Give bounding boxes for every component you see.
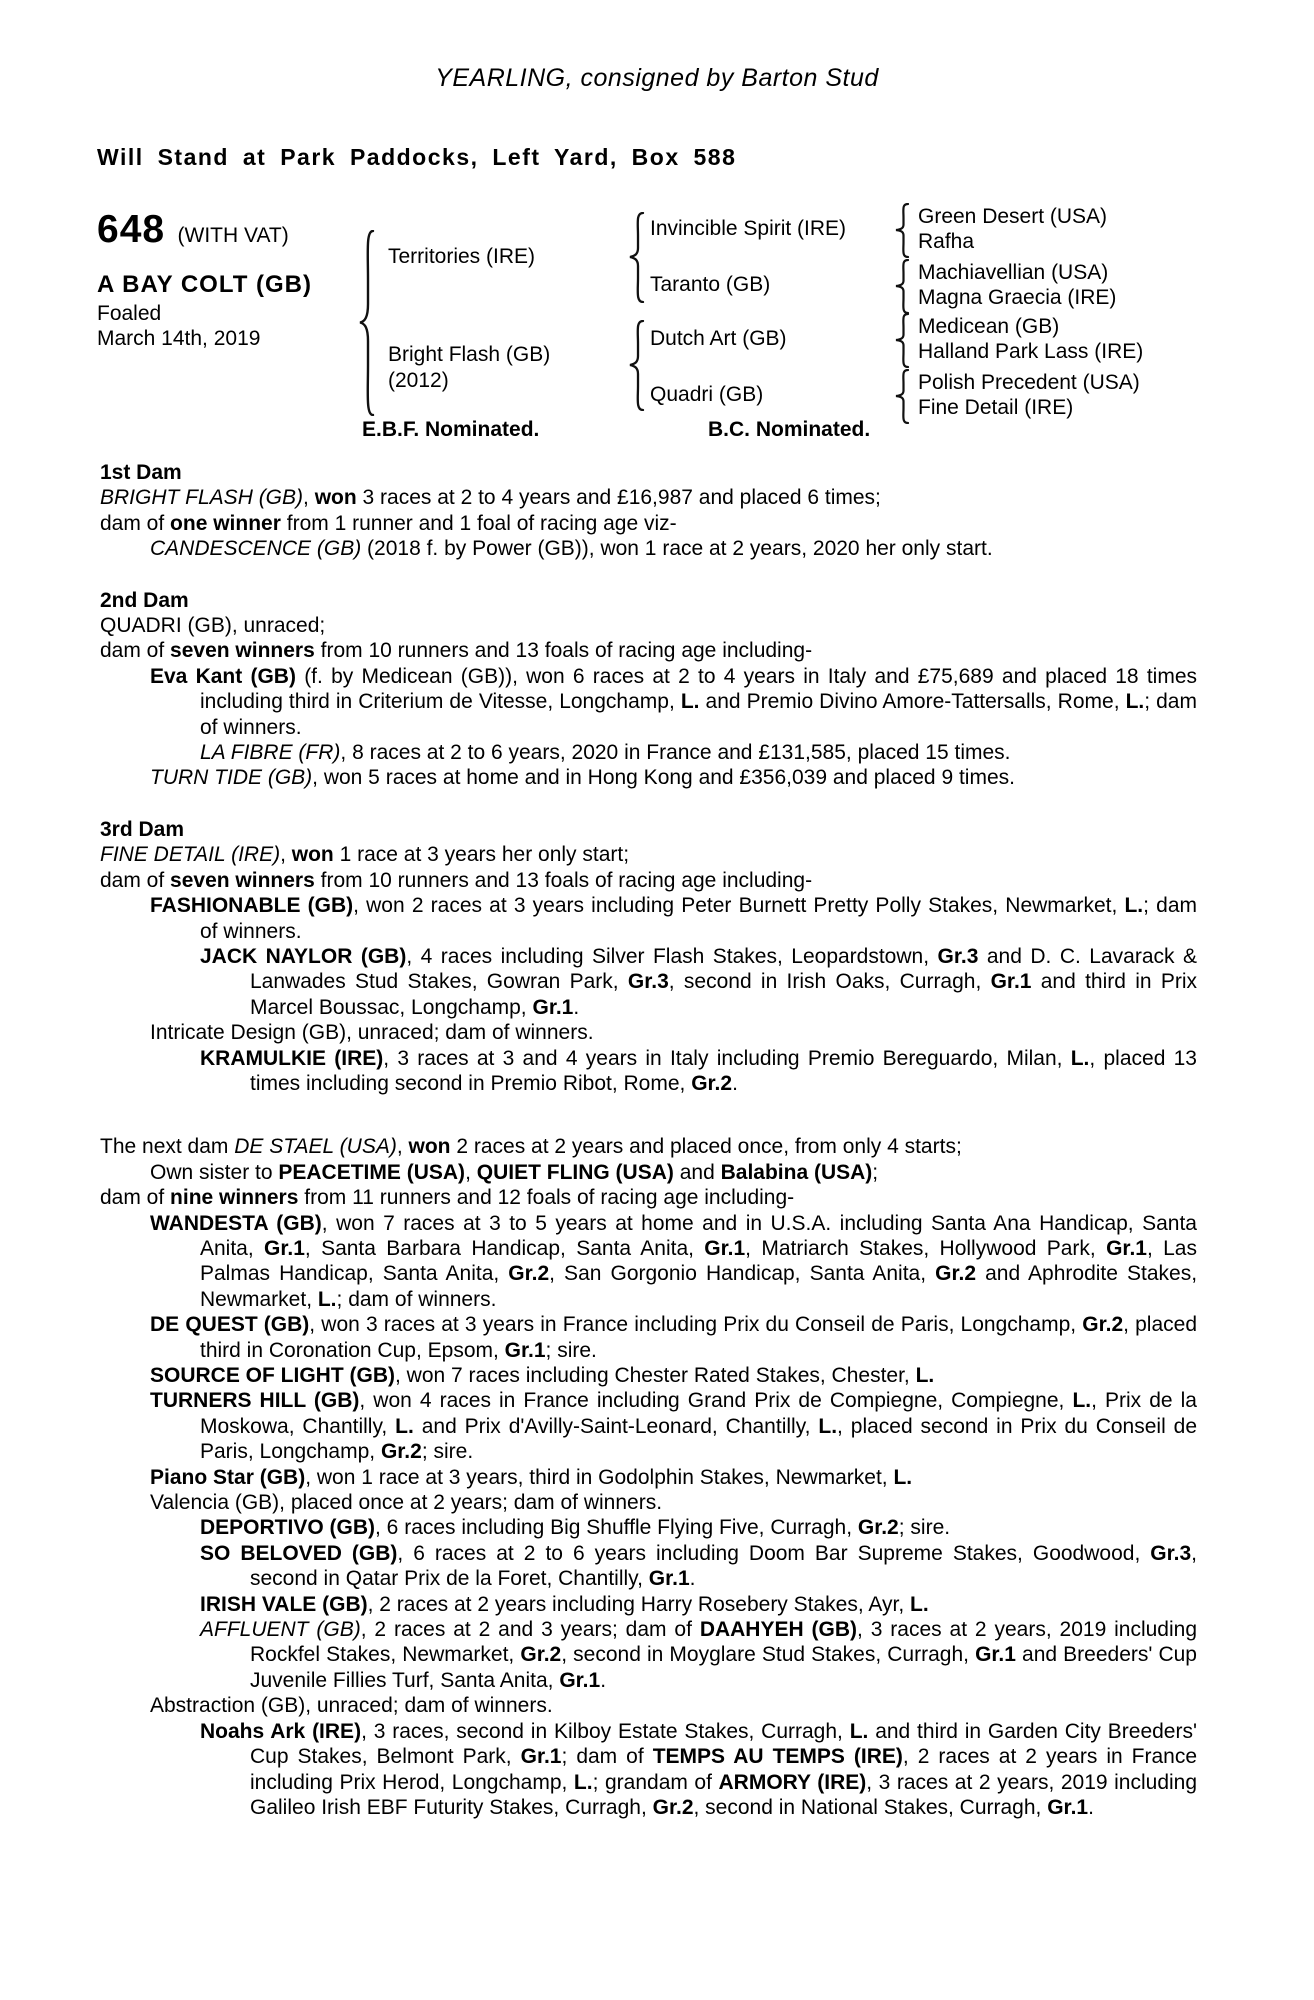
pedigree-paragraph: Valencia (GB), placed once at 2 years; dam of winners. xyxy=(150,1491,663,1515)
section-heading: 3rd Dam xyxy=(100,817,185,841)
section-heading: 1st Dam xyxy=(100,461,182,484)
pedigree-brace xyxy=(358,230,376,416)
lot-number: 648 xyxy=(97,208,166,251)
great-grandsire-name: Machiavellian (USA) xyxy=(918,261,1109,284)
pedigree-paragraph: CANDESCENCE (GB) (2018 f. by Power (GB)), won 1 race at 2 years, 2020 her only start. xyxy=(150,537,993,561)
dam-sire-name: Dutch Art (GB) xyxy=(650,327,787,350)
pedigree-paragraph: WANDESTA (GB), won 7 races at 3 to 5 years at home and in U.S.A. including Santa Ana Handicap, Santa Anita, Gr.1, Santa Barbara Handicap, Santa Anita, Gr.1, Matriarch Stakes, Hollywood Park, Gr.1, Las Palmas Handicap, Santa Anita, Gr.2, San Gorgonio Handicap, Santa Anita, Gr.2 and Aphrodite Stakes, Newmarket, L.; dam of winners. xyxy=(150,1211,1198,1311)
foaled-label: Foaled xyxy=(97,302,162,325)
pedigree-paragraph: SO BELOVED (GB), 6 races at 2 to 6 years including Doom Bar Supreme Stakes, Goodwood, Gr.3, second in Qatar Prix de la Foret, Chantilly, Gr.1. xyxy=(200,1541,1197,1591)
dam-name: Bright Flash (GB) xyxy=(388,343,551,366)
pedigree-paragraph: Piano Star (GB), won 1 race at 3 years, third in Godolphin Stakes, Newmarket, L. xyxy=(150,1465,913,1489)
sire-name: Territories (IRE) xyxy=(388,245,536,268)
pedigree-paragraph: TURN TIDE (GB), won 5 races at home and in Hong Kong and £356,039 and placed 9 times. xyxy=(150,766,1015,790)
pedigree-paragraph: TURNERS HILL (GB), won 4 races in France including Grand Prix de Compiegne, Compiegne, L., Prix de la Moskowa, Chantilly, L. and Prix d'Avilly-Saint-Leonard, Chantilly, L., placed second in Prix du Conseil de Paris, Longchamp, Gr.2; sire. xyxy=(150,1389,1197,1464)
dam-section xyxy=(100,817,1197,1096)
pedigree-paragraph: dam of seven winners from 10 runners and 13 foals of racing age including- xyxy=(100,868,813,892)
ebf-nominated-note: E.B.F. Nominated. xyxy=(362,418,540,441)
great-grandsire-name: Medicean (GB) xyxy=(918,315,1060,338)
pedigree-paragraph: LA FIBRE (FR), 8 races at 2 to 6 years, 2020 in France and £131,585, placed 15 times. xyxy=(200,741,1011,765)
pedigree-paragraph: FASHIONABLE (GB), won 2 races at 3 years including Peter Burnett Pretty Polly Stakes, Newmarket, L.; dam of winners. xyxy=(150,894,1197,943)
dam-section xyxy=(100,460,1197,562)
pedigree-brace xyxy=(628,212,646,303)
pedigree-brace xyxy=(894,369,910,424)
pedigree-brace xyxy=(628,320,646,411)
pedigree-paragraph: Abstraction (GB), unraced; dam of winners. xyxy=(150,1694,553,1718)
bc-nominated-note: B.C. Nominated. xyxy=(708,418,871,441)
pedigree-paragraph: FINE DETAIL (IRE), won 1 race at 3 years her only start; xyxy=(100,843,630,867)
great-granddam-name: Rafha xyxy=(918,230,975,253)
pedigree-paragraph: Own sister to PEACETIME (USA), QUIET FLING (USA) and Balabina (USA); xyxy=(150,1160,879,1184)
pedigree-paragraph: dam of seven winners from 10 runners and 13 foals of racing age including- xyxy=(100,639,813,663)
pedigree-paragraph: QUADRI (GB), unraced; xyxy=(100,614,326,638)
pedigree-brace xyxy=(894,203,910,258)
pedigree-paragraph: JACK NAYLOR (GB), 4 races including Silver Flash Stakes, Leopardstown, Gr.3 and D. C. Lavarack & Lanwades Stud Stakes, Gowran Park, Gr.3, second in Irish Oaks, Curragh, Gr.1 and third in Prix Marcel Boussac, Longchamp, Gr.1. xyxy=(200,944,1197,1019)
page-title: YEARLING, consigned by Barton Stud xyxy=(435,64,879,92)
great-granddam-name: Fine Detail (IRE) xyxy=(918,396,1074,419)
great-grandsire-name: Polish Precedent (USA) xyxy=(918,371,1140,394)
pedigree-paragraph: dam of nine winners from 11 runners and 12 foals of racing age including- xyxy=(100,1186,795,1210)
pedigree-paragraph: DEPORTIVO (GB), 6 races including Big Shuffle Flying Five, Curragh, Gr.2; sire. xyxy=(200,1516,951,1540)
great-grandsire-name: Green Desert (USA) xyxy=(918,205,1108,228)
pedigree-paragraph: dam of one winner from 1 runner and 1 foal of racing age viz- xyxy=(100,511,677,535)
foaled-date: March 14th, 2019 xyxy=(97,327,261,350)
pedigree-paragraph: AFFLUENT (GB), 2 races at 2 and 3 years; dam of DAAHYEH (GB), 3 races at 2 years, 2019 including Rockfel Stakes, Newmarket, Gr.2, second in Moyglare Stud Stakes, Curragh, Gr.1 and Breeders' Cup Juvenile Fillies Turf, Santa Anita, Gr.1. xyxy=(200,1618,1198,1692)
sire-sire-name: Invincible Spirit (IRE) xyxy=(650,217,847,240)
pedigree-paragraph: Intricate Design (GB), unraced; dam of winners. xyxy=(150,1021,594,1045)
great-granddam-name: Magna Graecia (IRE) xyxy=(918,286,1117,309)
vat-note: (WITH VAT) xyxy=(177,224,289,247)
pedigree-brace xyxy=(894,259,910,314)
great-granddam-name: Halland Park Lass (IRE) xyxy=(918,340,1144,363)
pedigree-paragraph: The next dam DE STAEL (USA), won 2 races at 2 years and placed once, from only 4 starts; xyxy=(100,1135,962,1159)
pedigree-brace xyxy=(894,313,910,368)
dam-year: (2012) xyxy=(388,369,449,392)
dam-section xyxy=(100,1134,1197,1820)
pedigree-paragraph: Noahs Ark (IRE), 3 races, second in Kilboy Estate Stakes, Curragh, L. and third in Garden City Breeders' Cup Stakes, Belmont Park, Gr.1; dam of TEMPS AU TEMPS (IRE), 2 races at 2 years in France including Prix Herod, Longchamp, L.; grandam of ARMORY (IRE), 3 races at 2 years, 2019 including Galileo Irish EBF Futurity Stakes, Curragh, Gr.2, second in National Stakes, Curragh, Gr.1. xyxy=(200,1719,1198,1819)
sire-dam-name: Taranto (GB) xyxy=(650,273,771,296)
stand-location: Will Stand at Park Paddocks, Left Yard, Box 588 xyxy=(97,144,737,170)
dam-dam-name: Quadri (GB) xyxy=(650,383,764,406)
pedigree-details xyxy=(100,460,1197,1820)
pedigree-paragraph: Eva Kant (GB) (f. by Medicean (GB)), won 6 races at 2 to 4 years in Italy and £75,689 and placed 18 times including third in Criterium de Vitesse, Longchamp, L. and Premio Divino Amore-Tattersalls, Rome, L.; dam of winners. xyxy=(150,664,1197,739)
dam-section xyxy=(100,588,1197,791)
pedigree-paragraph: IRISH VALE (GB), 2 races at 2 years including Harry Rosebery Stakes, Ayr, L. xyxy=(200,1592,929,1616)
pedigree-paragraph: SOURCE OF LIGHT (GB), won 7 races including Chester Rated Stakes, Chester, L. xyxy=(150,1364,935,1387)
section-heading: 2nd Dam xyxy=(100,588,189,612)
pedigree-paragraph: BRIGHT FLASH (GB), won 3 races at 2 to 4 years and £16,987 and placed 6 times; xyxy=(100,486,881,510)
pedigree-paragraph: KRAMULKIE (IRE), 3 races at 3 and 4 years in Italy including Premio Bereguardo, Milan, L., placed 13 times including second in Premio Ribot, Rome, Gr.2. xyxy=(200,1046,1197,1095)
horse-name: A BAY COLT (GB) xyxy=(97,271,313,298)
pedigree-paragraph: DE QUEST (GB), won 3 races at 3 years in France including Prix du Conseil de Paris, Longchamp, Gr.2, placed third in Coronation Cup, Epsom, Gr.1; sire. xyxy=(150,1313,1197,1362)
